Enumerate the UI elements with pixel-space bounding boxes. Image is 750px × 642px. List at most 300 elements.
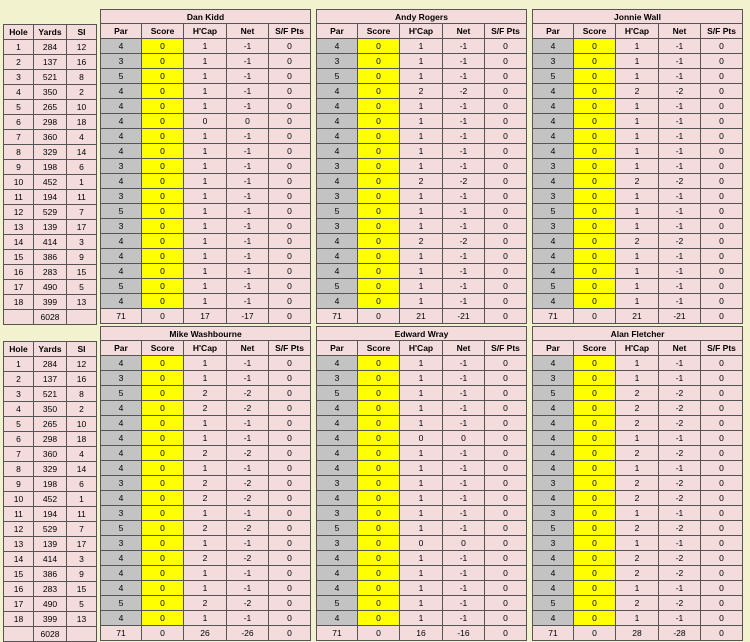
table-row (4, 537, 97, 552)
net-cell: 0 (443, 431, 485, 446)
table-row (4, 205, 97, 220)
hcap-cell: 1 (616, 144, 659, 159)
net-cell: -2 (659, 416, 701, 431)
net-cell: -1 (227, 431, 269, 446)
score-header: Score (142, 341, 184, 356)
table-row (533, 174, 743, 189)
net-cell: -1 (443, 371, 485, 386)
hcap-cell: 2 (184, 401, 227, 416)
score-cell: 0 (574, 371, 616, 386)
hole-yards: 414 (34, 552, 67, 567)
score-cell: 0 (574, 431, 616, 446)
hcap-cell: 1 (184, 431, 227, 446)
net-cell: -1 (443, 294, 485, 309)
hole-si: 7 (67, 522, 97, 537)
hcap-cell: 1 (400, 54, 443, 69)
player-name: Alan Fletcher (533, 327, 743, 341)
sf-pts-cell: 0 (701, 54, 743, 69)
par-cell: 3 (101, 506, 142, 521)
sf-pts-cell: 0 (269, 219, 311, 234)
par-cell: 5 (317, 386, 358, 401)
sf-pts-cell: 0 (269, 84, 311, 99)
hcap-cell: 1 (400, 279, 443, 294)
table-row (101, 279, 311, 294)
net-cell: -2 (227, 446, 269, 461)
hole-number: 15 (4, 250, 34, 265)
net-cell: -1 (443, 189, 485, 204)
score-cell: 0 (358, 234, 400, 249)
hcap-cell: 2 (616, 84, 659, 99)
hcap-cell: 1 (616, 264, 659, 279)
sf-pts-cell: 0 (701, 144, 743, 159)
par-cell: 3 (317, 476, 358, 491)
table-row (4, 55, 97, 70)
table-row (4, 522, 97, 537)
net-cell: -1 (227, 611, 269, 626)
net-header: Net (659, 24, 701, 39)
score-cell: 0 (142, 279, 184, 294)
table-row (4, 357, 97, 372)
hole-number: 2 (4, 55, 34, 70)
table-row (101, 99, 311, 114)
hcap-cell: 1 (400, 386, 443, 401)
header-row (317, 341, 527, 356)
par-cell: 3 (317, 189, 358, 204)
hole-si: 16 (67, 55, 97, 70)
hole-si: 1 (67, 492, 97, 507)
net-cell: -1 (443, 581, 485, 596)
hcap-cell: 2 (616, 174, 659, 189)
hcap-cell: 1 (400, 506, 443, 521)
hole-yards: 283 (34, 582, 67, 597)
table-row (317, 521, 527, 536)
total-row (317, 309, 527, 324)
hcap-cell: 1 (184, 371, 227, 386)
hole-number: 14 (4, 552, 34, 567)
score-cell: 0 (574, 189, 616, 204)
par-cell: 4 (317, 234, 358, 249)
hole-yards: 139 (34, 537, 67, 552)
hcap-header: H'Cap (616, 341, 659, 356)
net-cell: -1 (443, 219, 485, 234)
score-cell: 0 (358, 371, 400, 386)
hcap-cell: 1 (616, 581, 659, 596)
score-cell: 0 (142, 551, 184, 566)
score-header: Score (358, 341, 400, 356)
par-cell: 5 (101, 386, 142, 401)
net-cell: -1 (443, 491, 485, 506)
hole-yards: 414 (34, 235, 67, 250)
score-cell: 0 (142, 521, 184, 536)
hcap-cell: 1 (616, 294, 659, 309)
par-header: Par (533, 24, 574, 39)
player-table-body (533, 327, 743, 641)
sf-pts-cell: 0 (701, 234, 743, 249)
hole-si: 6 (67, 160, 97, 175)
par-cell: 5 (533, 204, 574, 219)
hcap-cell: 1 (184, 54, 227, 69)
table-row (533, 54, 743, 69)
table-row (533, 279, 743, 294)
hole-si: 3 (67, 552, 97, 567)
hole-si: 2 (67, 402, 97, 417)
table-row (4, 462, 97, 477)
net-cell: -1 (659, 431, 701, 446)
net-cell: -1 (227, 356, 269, 371)
hole-yards: 284 (34, 357, 67, 372)
par-cell: 3 (101, 536, 142, 551)
hole-si: 5 (67, 280, 97, 295)
score-cell: 0 (574, 491, 616, 506)
sf-pts-cell: 0 (701, 219, 743, 234)
net-cell: -2 (659, 174, 701, 189)
score-cell: 0 (142, 129, 184, 144)
sf-pts-cell: 0 (269, 234, 311, 249)
hole-number: 18 (4, 612, 34, 627)
player-name-row (533, 327, 743, 341)
score-cell: 0 (142, 371, 184, 386)
sf-pts-cell: 0 (269, 159, 311, 174)
hcap-cell: 1 (400, 249, 443, 264)
total-score: 0 (142, 626, 184, 641)
player-table-body (101, 327, 311, 641)
par-cell: 4 (101, 99, 142, 114)
header-row (101, 341, 311, 356)
table-row (101, 159, 311, 174)
par-cell: 5 (533, 596, 574, 611)
score-header: Score (358, 24, 400, 39)
hcap-cell: 1 (184, 219, 227, 234)
sf-pts-cell: 0 (485, 39, 527, 54)
net-cell: -1 (659, 294, 701, 309)
hcap-cell: 1 (400, 551, 443, 566)
net-cell: -1 (227, 294, 269, 309)
sf-pts-cell: 0 (701, 386, 743, 401)
score-cell: 0 (358, 476, 400, 491)
hole-number: 3 (4, 70, 34, 85)
net-cell: -2 (659, 566, 701, 581)
hole-number: 18 (4, 295, 34, 310)
table-row (4, 190, 97, 205)
sf-pts-cell: 0 (269, 386, 311, 401)
table-row (533, 129, 743, 144)
total-par: 71 (101, 309, 142, 324)
total-sf-pts: 0 (485, 309, 527, 324)
sf-pts-cell: 0 (485, 566, 527, 581)
hole-number: 1 (4, 40, 34, 55)
total-yards: 6028 (34, 627, 67, 642)
sf-pts-cell: 0 (485, 114, 527, 129)
hole-si: 14 (67, 145, 97, 160)
table-row (101, 506, 311, 521)
hcap-cell: 2 (616, 234, 659, 249)
hole-number: 4 (4, 85, 34, 100)
sf-pts-cell: 0 (269, 476, 311, 491)
net-cell: -1 (227, 416, 269, 431)
total-score: 0 (574, 309, 616, 324)
table-row (533, 416, 743, 431)
sf-pts-cell: 0 (269, 129, 311, 144)
par-cell: 3 (533, 476, 574, 491)
par-cell: 3 (317, 371, 358, 386)
sf-pts-cell: 0 (485, 174, 527, 189)
par-cell: 4 (533, 491, 574, 506)
sf-pts-cell: 0 (701, 566, 743, 581)
sf-pts-cell: 0 (701, 401, 743, 416)
sf-pts-cell: 0 (269, 294, 311, 309)
sf-pts-cell: 0 (485, 446, 527, 461)
header-row (4, 342, 97, 357)
par-cell: 4 (101, 144, 142, 159)
hole-si: 1 (67, 175, 97, 190)
net-cell: -1 (659, 611, 701, 626)
par-cell: 4 (101, 566, 142, 581)
table-row (4, 295, 97, 310)
score-cell: 0 (358, 294, 400, 309)
hcap-cell: 1 (616, 114, 659, 129)
sf-pts-cell: 0 (485, 506, 527, 521)
score-cell: 0 (574, 461, 616, 476)
total-spacer (4, 310, 34, 325)
table-row (533, 219, 743, 234)
hole-yards: 521 (34, 387, 67, 402)
hcap-cell: 1 (184, 566, 227, 581)
score-cell: 0 (574, 581, 616, 596)
score-cell: 0 (142, 446, 184, 461)
table-row (533, 264, 743, 279)
net-cell: -1 (443, 566, 485, 581)
net-cell: -1 (227, 536, 269, 551)
score-cell: 0 (358, 401, 400, 416)
sf-pts-cell: 0 (269, 39, 311, 54)
net-cell: -1 (227, 581, 269, 596)
total-score: 0 (358, 626, 400, 641)
total-net: -16 (443, 626, 485, 641)
sf-pts-cell: 0 (485, 521, 527, 536)
net-cell: -1 (659, 189, 701, 204)
table-row (101, 431, 311, 446)
net-cell: -1 (443, 144, 485, 159)
sf-pts-cell: 0 (485, 461, 527, 476)
score-cell: 0 (358, 566, 400, 581)
hole-yards: 298 (34, 432, 67, 447)
hcap-cell: 2 (616, 401, 659, 416)
hcap-cell: 1 (400, 416, 443, 431)
hcap-cell: 2 (616, 521, 659, 536)
par-cell: 5 (317, 596, 358, 611)
sf-pts-header: S/F Pts (269, 24, 311, 39)
net-cell: -1 (659, 279, 701, 294)
net-cell: -2 (227, 551, 269, 566)
net-cell: -1 (227, 84, 269, 99)
table-row (101, 566, 311, 581)
hole-yards: 265 (34, 100, 67, 115)
score-cell: 0 (574, 159, 616, 174)
score-cell: 0 (574, 416, 616, 431)
table-row (4, 387, 97, 402)
table-row (533, 506, 743, 521)
par-cell: 4 (533, 356, 574, 371)
sf-pts-cell: 0 (701, 189, 743, 204)
hcap-cell: 1 (184, 356, 227, 371)
table-row (101, 596, 311, 611)
table-row (4, 130, 97, 145)
player-table-body (317, 10, 527, 324)
table-row (101, 204, 311, 219)
player-table-mike-washbourne (100, 326, 311, 641)
hole-yards: 283 (34, 265, 67, 280)
sf-pts-cell: 0 (485, 371, 527, 386)
sf-pts-cell: 0 (701, 491, 743, 506)
par-cell: 5 (101, 596, 142, 611)
table-row (533, 476, 743, 491)
hcap-cell: 2 (184, 596, 227, 611)
hcap-cell: 1 (616, 506, 659, 521)
net-cell: -2 (659, 234, 701, 249)
sf-pts-cell: 0 (269, 566, 311, 581)
header-row (4, 25, 97, 40)
par-cell: 4 (533, 431, 574, 446)
score-cell: 0 (358, 446, 400, 461)
score-cell: 0 (574, 401, 616, 416)
hole-si: 7 (67, 205, 97, 220)
net-cell: 0 (443, 536, 485, 551)
net-cell: -1 (443, 249, 485, 264)
score-cell: 0 (358, 521, 400, 536)
par-cell: 4 (317, 99, 358, 114)
table-row (533, 114, 743, 129)
net-cell: -2 (443, 84, 485, 99)
sf-pts-cell: 0 (485, 219, 527, 234)
hcap-cell: 1 (616, 461, 659, 476)
score-cell: 0 (574, 39, 616, 54)
net-cell: -1 (443, 54, 485, 69)
header-row (317, 24, 527, 39)
hole-yards: 490 (34, 597, 67, 612)
hole-yards: 529 (34, 522, 67, 537)
table-row (317, 551, 527, 566)
hole-yards: 284 (34, 40, 67, 55)
hcap-cell: 1 (400, 69, 443, 84)
par-cell: 4 (533, 39, 574, 54)
score-header: Score (574, 341, 616, 356)
par-cell: 5 (533, 69, 574, 84)
net-cell: -1 (443, 279, 485, 294)
par-cell: 4 (533, 294, 574, 309)
hole-info-body (4, 342, 97, 642)
table-row (4, 492, 97, 507)
par-cell: 3 (101, 476, 142, 491)
hole-number: 5 (4, 100, 34, 115)
hole-number: 16 (4, 582, 34, 597)
total-score: 0 (358, 309, 400, 324)
hcap-cell: 1 (184, 249, 227, 264)
table-row (101, 446, 311, 461)
net-cell: -1 (659, 129, 701, 144)
par-cell: 4 (317, 551, 358, 566)
hole-number: 17 (4, 280, 34, 295)
net-cell: -1 (227, 69, 269, 84)
table-row (533, 144, 743, 159)
table-row (4, 582, 97, 597)
sf-pts-cell: 0 (701, 416, 743, 431)
score-cell: 0 (574, 84, 616, 99)
net-cell: -1 (227, 189, 269, 204)
hole-number: 3 (4, 387, 34, 402)
par-cell: 3 (533, 159, 574, 174)
sf-pts-cell: 0 (701, 611, 743, 626)
sf-pts-cell: 0 (485, 204, 527, 219)
hcap-cell: 1 (400, 39, 443, 54)
par-cell: 4 (317, 431, 358, 446)
net-header: Net (227, 24, 269, 39)
hole-si: 13 (67, 612, 97, 627)
hole-si: 18 (67, 432, 97, 447)
sf-pts-cell: 0 (701, 84, 743, 99)
total-spacer (4, 627, 34, 642)
net-cell: -1 (227, 371, 269, 386)
par-cell: 4 (317, 84, 358, 99)
net-header: Net (443, 341, 485, 356)
table-row (533, 536, 743, 551)
hole-yards: 360 (34, 130, 67, 145)
player-table-andy-rogers (316, 9, 527, 324)
par-cell: 4 (317, 264, 358, 279)
score-cell: 0 (358, 249, 400, 264)
table-row (4, 235, 97, 250)
hcap-cell: 1 (616, 249, 659, 264)
player-table-body (533, 10, 743, 324)
yards-header: Yards (34, 25, 67, 40)
par-cell: 4 (101, 234, 142, 249)
total-row (4, 310, 97, 325)
hcap-cell: 1 (616, 39, 659, 54)
total-hcap: 26 (184, 626, 227, 641)
hole-yards: 265 (34, 417, 67, 432)
total-row (317, 626, 527, 641)
sf-pts-cell: 0 (269, 596, 311, 611)
hole-number: 1 (4, 357, 34, 372)
hole-yards: 194 (34, 507, 67, 522)
par-cell: 4 (533, 446, 574, 461)
hcap-cell: 2 (400, 234, 443, 249)
table-row (533, 596, 743, 611)
score-cell: 0 (358, 264, 400, 279)
table-row (4, 432, 97, 447)
total-row (101, 309, 311, 324)
total-hcap: 17 (184, 309, 227, 324)
net-cell: -1 (443, 506, 485, 521)
net-cell: -1 (659, 159, 701, 174)
sf-pts-cell: 0 (269, 99, 311, 114)
player-name-row (317, 10, 527, 24)
table-row (4, 477, 97, 492)
par-cell: 4 (533, 144, 574, 159)
hole-yards: 198 (34, 477, 67, 492)
net-cell: -1 (659, 581, 701, 596)
score-cell: 0 (142, 536, 184, 551)
table-row (101, 69, 311, 84)
header-row (101, 24, 311, 39)
score-cell: 0 (142, 491, 184, 506)
par-cell: 3 (533, 189, 574, 204)
net-cell: -2 (659, 84, 701, 99)
hcap-cell: 1 (400, 566, 443, 581)
table-row (101, 84, 311, 99)
score-cell: 0 (358, 356, 400, 371)
sf-pts-cell: 0 (701, 279, 743, 294)
net-cell: -1 (443, 356, 485, 371)
